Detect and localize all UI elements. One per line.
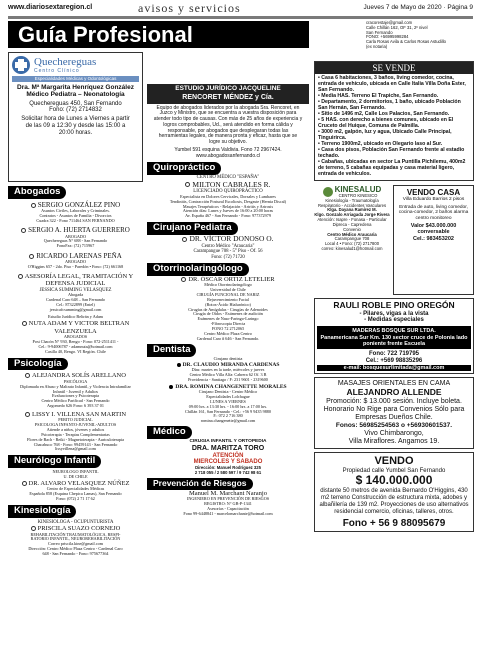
craco-ad: cracorestaje@gmail.com Calle Chillán 162, OF 31, 2º nivel San Fernando FONO: +56995998284 Carla Rosas Avila & Carlos Rosas Astudillo (ex notaria) bbox=[366, 20, 446, 50]
estudio-text: Equipo de abogados liderados por la abogada Sra. Rencoret, en Juzco y Ministro, que se encuentra a vuestra disposición para atender todo tipo de causas. Con más de 25 años de experiencia y logros comprobables, Ud., será atendido en forma cálida y responsable, por abogados que desplegaran todas las herramientas legales, de manera pronta y eficaz, hasta que se logre su objetivo. bbox=[153, 104, 303, 146]
neurologo-ad: NEUROLOGO INFANTIL U. DE CHILE DR. ALVARO VELASQUEZ NÚÑEZ Centro de Especialidades Médicas Española 858 (Esquina Chepica Lamas), San Fernando Fono: (072) 2 71 17 62 bbox=[8, 470, 143, 502]
psicologia-list bbox=[8, 372, 143, 452]
bullet-icon bbox=[181, 277, 186, 282]
clinic-address: Quechereguas 450, San Fernando bbox=[29, 100, 122, 107]
abogados-list bbox=[8, 201, 143, 355]
clinic-phone: Fono: (72) 2714832 bbox=[49, 107, 102, 114]
bullet-icon bbox=[31, 526, 36, 531]
quechereguas-brand: Quechereguas bbox=[34, 56, 97, 68]
estudio-web[interactable]: www.abogadosanfernando.cl bbox=[195, 152, 261, 159]
abogado-1: SERGIO GONZÁLEZ PINO Asuntos Civiles, Laborales y Criminales. Contratos - Asuntos de Familia - Divorcios Cuadra 322 - Fono 711464 SAN FERNANDO bbox=[8, 201, 143, 224]
section-title: avisos y servicios bbox=[138, 1, 241, 15]
se-vende-item: • Terreno 1900m2, ubicado en Olegario laso al Sur. bbox=[318, 141, 443, 147]
vendo-casa-ad: VENDO CASA Villa Eduardo Barrios 2 pisos Entrada de auto, living comedor, cocina-comedor, 2 baños alarma centro monitoreo Valor $43.000.000 conversable Cel.: 983453202 bbox=[393, 185, 474, 295]
masajes-ad: MASAJES ORIENTALES EN CAMA ALEJANDRO ALLENDE Promoción: $ 13.000 sesión. Incluye boleta. Honorario No Rige para Convenios Sólo para Empresas Dueños Chile. Fonos: 56985254563 o +56930601537. Vivo Chimbarongo, Villa Miraflores. Angamos 19. bbox=[314, 377, 474, 449]
psicologo-2: LISSY I. VILLENA SAN MARTIN PERITO JUDICIAL PSICOLOGA INFANTO-JUVENIL-ADULTOS Atiende a niños, jóvenes y adultos Psicoterapia - Terapias Complementarias Flores de Bach - Reiki - Magnetoterapia - Auriculoterapia Chacabuco 768 - Fono: 99459143 - San Fernando lissyvillena@gmail.com bbox=[8, 411, 143, 452]
doctor-role: Médico Pediatra – Neonatología bbox=[26, 91, 125, 99]
cirujano-pediatra-ad: DR. VÍCTOR DONOSO O. Centro Médico "Araucaria" Carampangue 708 - 5° Piso - Of. 56 Fono: (72) 71720 bbox=[147, 235, 309, 260]
medico-heading: Médico bbox=[147, 426, 192, 439]
bullet-icon bbox=[31, 203, 36, 208]
se-vende-item: • Sitio de 1496 m2, Calle Los Palacios, San Fernando. bbox=[318, 111, 450, 118]
estudio-contact: Yumbel 591 esquina Valdivia. Fono 72 2967424. bbox=[174, 146, 282, 153]
page-date: Jueves 7 de Mayo de 2020 · Página 9 bbox=[363, 4, 473, 11]
kinesalud-vendo-row bbox=[314, 185, 474, 295]
guia-profesional-banner: Guía Profesional bbox=[8, 21, 309, 48]
se-vende-ad bbox=[314, 61, 474, 181]
bullet-icon bbox=[29, 254, 34, 259]
quechereguas-sub: Centro Clínico bbox=[34, 67, 80, 74]
estudio-juridico-ad bbox=[147, 84, 309, 159]
bullet-icon bbox=[22, 321, 27, 326]
se-vende-item: • 3000 m2, galpón, luz y agua, Ubicado Calle Principal, Tinguirirca. bbox=[318, 129, 452, 142]
se-vende-item: • Casa dos pisos, Población San Fernando frente al estadio techado. bbox=[318, 146, 465, 159]
page-header bbox=[8, 1, 473, 15]
cirujano-pediatra-heading: Cirujano Pediatra bbox=[147, 222, 238, 235]
bullet-icon bbox=[22, 481, 27, 486]
psicologo-1: ALEJANDRA SOLÍS ARELLANO PSICÓLOGA Diplomada en Abuso y Maltrato Infantil, y Violencia Intrafamiliar Infantil - Juvenil y Adultos Evaluaciones y Psicoterapia Centro Médico Parificad - San Fernando Argomedo 626 Fono: 6 393 37 01 bbox=[20, 372, 131, 409]
bullet-icon bbox=[182, 237, 187, 242]
kinesalud-logo-icon bbox=[323, 187, 333, 197]
se-vende-item: • Departamento, 2 dormitorios, 1 baño, ubicado Población San Hernán, San Fernando. bbox=[318, 99, 461, 112]
bullet-icon bbox=[21, 228, 26, 233]
neurologo-heading: Neurólogo Infantil bbox=[8, 455, 101, 468]
estudio-title-1: ESTUDIO JURÍDICO JACQUELINE bbox=[147, 84, 309, 93]
bullet-icon bbox=[18, 274, 23, 279]
vendo-propiedad-ad: VENDO Propiedad calle Yumbel San Fernando $ 140.000.000 distante 50 metros de avenida Bernardo O'Higgins, 430 m2 terreno Construcción de estructura mixta, adobes y albañilería de 139 m2. Proyecciones de uso alternativos residencial comercio, oficinas, talleres, otros. Fono + 56 9 88095679 bbox=[314, 452, 474, 532]
se-vende-item: • 5 HAS. con derecho a bienes comunes, ubicado en El Cruceto del Huique, Comuna de Palmilla. bbox=[318, 117, 454, 130]
riesgos-heading: Prevención de Riesgos bbox=[147, 478, 253, 490]
se-vende-item: • Media HAS. Terreno El Trapiche, San Fernando. bbox=[318, 93, 439, 100]
rauli-ad: RAULI ROBLE PINO OREGÓN - Pilares, vigas a la vista - Medidas especiales MADERAS BOSQUE SUR LTDA. Panamericana Sur Km. 130 sector cruce de Polonia lado poniente frente Escuela Fono: 722 719795 Cel.: +569 98835296 e-mail: bosquesurlimitada@gmail.com bbox=[314, 298, 474, 375]
kinesiologia-ad: KINESIOLOGA - OCUPUNTURISTA PRISCILA SUAZO CORNEJO REHABILITACIÓN TRAUMATOLÓGICA, RESPI- RATORIO INFANTIL, NEUROREHABILITACIÓN Correo priscila.kine@gmail.com Dirección: Centro Médico Plaza Centro - Cardenal Caro 648 - San Fernando - Fono: 975677364 bbox=[28, 519, 123, 556]
se-vende-item: • Casa 6 habitaciones, 3 baños, living comedor, cocina, entrada de vehículo, ubicada en Calle Italia Villa Doña Ester, San Fernando. bbox=[318, 75, 466, 94]
riesgos-ad: Manuel M. Marchant Naranjo INGENIERO EN PREVENCIÓN DE RIESGOS REGISTRO: N° GB-P-1341 Asesorías - Capacitación Fono 99-6448841 - marcelomarchante@hotmail.com bbox=[183, 489, 273, 516]
abogado-5: Estudio Jurídico Beltrán y Adam NUTA ADAM Y VICTOR BELTRAN VALENZUELA ABOGADOS Post Chacón N° 930, Rengo - Fono: 072-2511411 - Cel.: 9-94006787 - adamnuta@hotmail.com Casilla 40, Rengo. VI Región. Chile bbox=[8, 315, 143, 354]
bullet-icon bbox=[169, 385, 173, 389]
abogado-2: SERGIO A. HUERTA GUERRERO ABOGADO Quechereguas N° 688 - San Fernando FonoFax: (72) 715967 bbox=[8, 226, 143, 249]
se-vende-title: SE VENDE bbox=[315, 62, 473, 74]
otorrino-ad: DR. ÓSCAR ORTIZ LETELIER Médico Otorrinolaringólogo Universidad de Chile CIRUGÍA FUNCIONAL DE NARIZ Rejuvenecimiento Facial (Botox-Ácido Hialurónico) Cirugías de Amígdalas - Cirugías de Adenoides Cirugía de Oídos - Exámenes de audición Exámenes de Naso-Faringo-Laringo -Fibroscopia Directa FONO 72 2712065 Centro Médico Plaza Centro Cardenal Caro # 646 - San Fernando. bbox=[147, 276, 309, 341]
kinesalud-ad: KINESALUD CENTRO KINESICO Kinesiología - Traumatología Respiratorio - Accidentes Vasculares Klga. Dayana Ramírez M. Klgo. Gonzalo Arriagada Jorge Rivera Atención: Isapre - Fonasa - Particular Dipreca - Capredena Convenio Centro Médico Araucaria Carampangue 708 Local 4 • Fono: (72) 2717800 correo: kinesalud1@hotmail.com bbox=[314, 184, 390, 252]
abogado-3: RICARDO LARENAS PEÑA ABOGADO O'Higgins 657 - 2do. Piso - Paredón • Fono: (72) 661168 bbox=[27, 251, 124, 269]
bullet-icon bbox=[185, 182, 190, 187]
right-column bbox=[314, 21, 474, 666]
website-url[interactable]: www.diariosextaregion.cl bbox=[8, 4, 93, 11]
bullet-icon bbox=[25, 373, 30, 378]
bullet-icon bbox=[25, 412, 30, 417]
medico-ad: CIRUGIA INFANTIL Y ORTOPEDIA DRA. MARITZA TORO ATENCIÓN MIERCOLES Y SABADO Dirección: Manuel Rodríguez 325 2 718 055 / 2 580 597 / 9 742 98 61 bbox=[189, 438, 267, 476]
middle-column bbox=[147, 84, 309, 666]
kinesiologia-heading: Kinesiología bbox=[8, 505, 76, 518]
doctor-name: Dra. Mª Margarita Henríquez González bbox=[17, 83, 134, 91]
otorrino-heading: Otorrinolaringólogo bbox=[147, 263, 249, 276]
quechereguas-tagline: Especialidades Médicas y Odontológicas bbox=[12, 76, 139, 81]
dentista-heading: Dentista bbox=[147, 344, 196, 357]
clinic-hours: Solicitar hora de Lunes a Viernes a partir de las 09 a 12:30 y desde las 15:00 a 20:00 horas. bbox=[21, 116, 130, 137]
header-divider bbox=[8, 16, 473, 19]
quechereguas-logo-icon bbox=[12, 56, 30, 74]
quiropractico-ad: CENTRO MÉDICO "ESPAÑA" MILTON CABRALES R. LICENCIADO QUIROPRÁCTICO Especialista en Dolores Cervicales, Dorsales y Lumbares Tendinitis, Contracción Postural Escoliosis, Desgaste (Hernia Discal) Masajes Terapéuticos - Relajación - Artritis y Artrosis Atención días: Lunes y Jueves de 16:00 a 20:00 horas Av. España 467 - San Fernando - Fono: 977372979 bbox=[169, 175, 287, 219]
estudio-title-2: RENCORET MÉNDEZ y Cía. bbox=[147, 93, 309, 103]
abogado-4: ASESORÍA LEGAL, TRAMITACIÓN Y DEFENSA JUDICIAL JESSICA SUMMING VELASQUEZ Abogada Cardenal Caro 648 – San Fernando Cel.: 87322899 (Entel) jessicafcsumming@gmail.com bbox=[8, 273, 143, 313]
quiropractico-heading: Quiropráctico bbox=[147, 162, 221, 175]
bullet-icon bbox=[177, 363, 181, 367]
psicologia-heading: Psicología bbox=[8, 358, 68, 371]
dentista-ad: Cirujano dentista DR. CLAUDIO MIRANDA CARDENAS Días: martes en la tarde, miércoles y jueves Centro Médico Villa Alfa: Cabrera 62 Of. 3 B Providencia - Santiago / F: 231 9601 - 2319600 DRA. ROMINA CHANGENETTE MORALES Cirujano Dentista - Centro Médico Especialidades Lolchague LUNES A VIERNES 09:00 hrs. a 13:30 hrs. - 16:00 hrs. a 17:00 hrs. Chillán 161, San Fernando - Cel.: +56 9 9435 9880 F.: 072 2 716 380 romina.changenette@gmail.com bbox=[147, 357, 309, 424]
quechereguas-ad bbox=[8, 52, 143, 182]
left-column bbox=[8, 52, 143, 666]
se-vende-item: • Cabañas, ubicadas en sector La Puntilla Pichilemu, 400m2 de terreno, 5 cabañas equipadas y casa material ligero, entrada de vehículos. bbox=[318, 158, 466, 177]
abogados-heading: Abogados bbox=[8, 186, 66, 199]
